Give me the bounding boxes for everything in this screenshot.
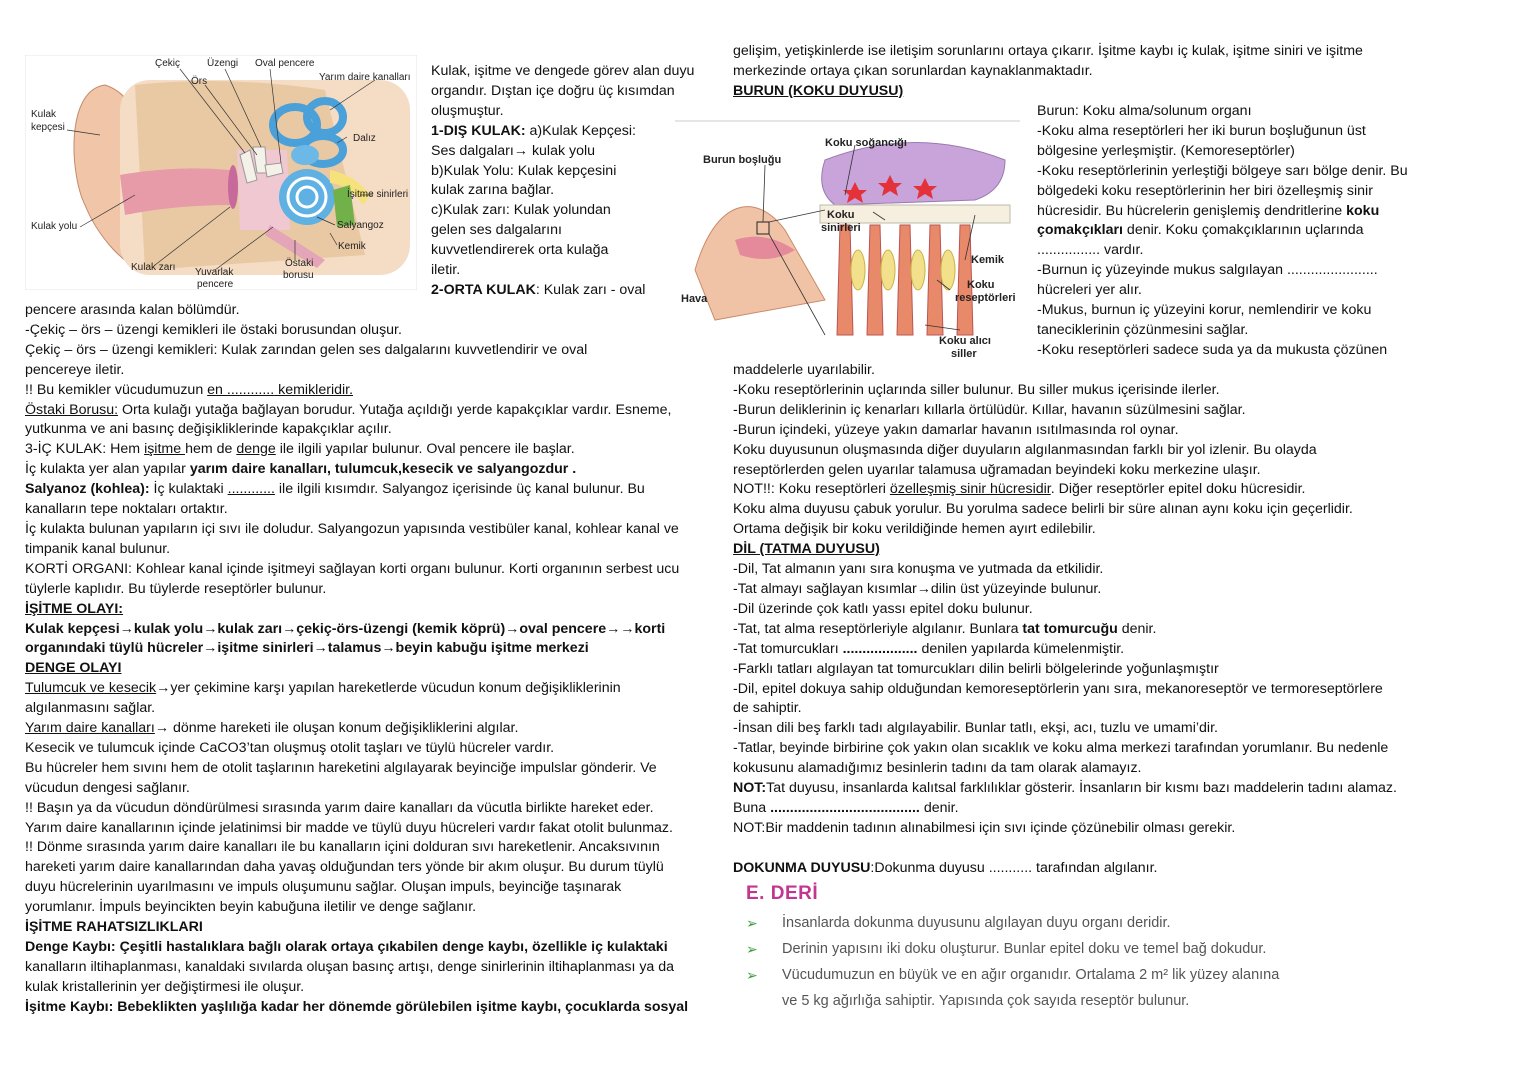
text-line: -Dil, epitel dokuya sahip olduğundan kemoreseptörlerin yanı sıra, mekanoreseptör ve termoreseptörlere [733, 680, 1383, 697]
text-span: denir. [1117, 620, 1157, 637]
text-line: Koku alma duyusu çabuk yorulur. Bu yorulma sadece belirli bir süre alınan aynı koku için geçerlidir. [733, 501, 1353, 518]
text-line: tüylerle kaplıdır. Bu tüylerde reseptörler bulunur. [25, 580, 327, 597]
text-line: taneciklerinin çözünmesini sağlar. [1037, 321, 1249, 338]
deri-item [746, 910, 1386, 936]
text-span: ile ilgili kısımdır. Salyangoz içerisinde üç kanal bulunur. Bu [274, 481, 645, 498]
ear-label-ors: Örs [191, 76, 208, 87]
text-span: -Tat tomurcukları [733, 640, 843, 657]
text-line: !! Başın ya da vücudun döndürülmesi sırasında yarım daire kanalları da vücutla birlikte hareket eder. [25, 799, 654, 816]
text-line: -Tat almayı sağlayan kısımlar→dilin üst yüzeyinde bulunur. [733, 580, 1102, 597]
nose-label-koku-resep-1: Koku [967, 279, 995, 291]
text-span: NOT!!: Koku reseptörleri [733, 481, 890, 498]
ear-diagram-svg [25, 55, 417, 290]
deri-item [746, 988, 1386, 1014]
spacer [733, 839, 1453, 859]
text-line: bölgedeki koku reseptörlerinin her biri özelleşmiş sinir [1037, 182, 1373, 199]
kulak-yolu-3: c)Kulak zarı: Kulak yolundan [431, 202, 611, 219]
text-line: reseptörlerden gelen uyarılar talamusa uğramadan beyindeki koku merkezine ulaşır. [733, 461, 1261, 478]
text-line [25, 401, 715, 421]
text-span: denir. Koku çomakçıklarının uçlarında [1122, 222, 1364, 239]
text-line [733, 620, 1453, 640]
text-span: tat tomurcuğu [1022, 620, 1118, 637]
text-line: Çekiç – örs – üzengi kemikleri: Kulak zarından gelen ses dalgalarını kuvvetlendirir ve oval [25, 341, 588, 358]
text-line [1037, 202, 1457, 222]
nose-label-burun-boslugu: Burun boşluğu [703, 154, 782, 166]
ear-label-ostaki-1: Östaki [285, 258, 314, 269]
ear-label-oval: Oval pencere [255, 58, 315, 69]
text-span: işitme [144, 441, 186, 458]
deri-item-text: Derinin yapısını iki doku oluşturur. Bunlar epitel doku ve temel bağ dokudur. [782, 940, 1267, 957]
right-column [733, 361, 1453, 879]
text-line: -Dil üzerinde çok katlı yassı epitel doku bulunur. [733, 600, 1033, 617]
text-line: KORTİ ORGANI: Kohlear kanal içinde işitmeyi sağlayan korti organı bulunur. Korti organının serbest ucu [25, 560, 680, 577]
ear-label-kemik: Kemik [338, 241, 366, 252]
text-line: -Farklı tatları algılayan tat tomurcukları dilin belirli bölgelerinde yoğunlaşmıştır [733, 660, 1219, 677]
text-line: bölgesine yerleşmiştir. (Kemoreseptörler) [1037, 142, 1295, 159]
ear-label-kulak-yolu: Kulak yolu [31, 221, 78, 232]
text-line [25, 440, 715, 460]
text-line: yutkunma ve ani basınç değişikliklerinde kapakçıklar açılır. [25, 421, 392, 438]
dis-kulak-line [431, 122, 731, 142]
ses-yolu-line: Ses dalgaları→ kulak yolu [431, 142, 596, 159]
right-top [733, 42, 1453, 102]
text-line: organındaki tüylü hücreler→işitme sinirleri→talamus→beyin kabuğu işitme merkezi [25, 640, 589, 657]
text-span: denge [236, 441, 276, 458]
text-line: merkezinde ortaya çıkan sorunlardan kaynaklanmaktadır. [733, 62, 1093, 79]
dis-kulak-a: a)Kulak Kepçesi: [525, 122, 636, 139]
kulak-yolu-1: b)Kulak Yolu: Kulak kepçesini [431, 162, 617, 179]
text-line [733, 640, 1453, 660]
burun-heading: BURUN (KOKU DUYUSU) [733, 82, 904, 99]
text-span: denir. [919, 799, 959, 816]
deri-item [746, 936, 1386, 962]
text-span: . Diğer reseptörler epitel doku hücresidir. [1050, 481, 1306, 498]
ear-label-yarim: Yarım daire kanalları [319, 72, 411, 83]
ostaki-heading: Östaki Borusu: [25, 401, 119, 418]
text-line: Ortama değişik bir koku verildiğinde hemen ayırt edilebilir. [733, 521, 1096, 538]
text-span: 3-İÇ KULAK: Hem [25, 441, 145, 458]
deri-item-text: ve 5 kg ağırlığa sahiptir. Yapısında çok sayıda reseptör bulunur. [782, 992, 1190, 1009]
kulak-yolu-5: kuvvetlendirerek orta kulağa [431, 242, 609, 259]
text-line: Denge Kaybı: Çeşitli hastalıklara bağlı olarak ortaya çıkabilen denge kaybı, özellikle iç kulaktaki [25, 939, 668, 955]
text-line: Yarım daire kanallarının içinde jelatinimsi bir madde ve tüylü duyu hücreleri vardır fakat otolit bulunmaz. [25, 819, 673, 836]
deri-item [746, 962, 1386, 988]
left-column [25, 301, 715, 1018]
text-line: hücreleri yer alır. [1037, 282, 1142, 299]
ear-label-kepce-2: kepçesi [31, 122, 65, 133]
text-span: →yer çekimine karşı yapılan hareketlerde vücudun konum değişikliklerinin [156, 680, 621, 697]
blank-en: en ............ [207, 381, 275, 398]
kulak-yolu-4: gelen ses dalgalarını [431, 222, 562, 239]
text-line: -Burun içindeki, yüzeye yakın damarlar havanın ısıtılmasında rol oynar. [733, 421, 1179, 438]
text-span: Yarım daire kanalları [25, 720, 155, 737]
text-span: yarım daire kanalları, tulumcuk,kesecik ve salyangozdur . [189, 461, 577, 478]
text-line: pencereye iletir. [25, 361, 125, 378]
intro-line-3: oluşmuştur. [431, 102, 504, 119]
deri-item-text: İnsanlarda dokunma duyusunu algılayan duyu organı deridir. [782, 914, 1171, 931]
text-span: Tulumcuk ve kesecik [25, 680, 157, 697]
ear-label-yuvarlak-2: pencere [197, 279, 234, 290]
text-line: İç kulakta bulunan yapıların içi sıvı ile doludur. Salyangozun yapısında vestibüler kanal, kohlear kanal ve [25, 520, 679, 537]
dokunma-heading: DOKUNMA DUYUSU [733, 859, 871, 876]
ear-label-cekic: Çekiç [155, 58, 181, 69]
nose-label-hava: Hava [681, 293, 708, 305]
text-line: hareketi yarım daire kanallarından daha yavaş olduğundan ters yönde bir akım oluşur. Bu durum tüylü [25, 859, 664, 876]
text-span: :Dokunma duyusu ........... tarafından algılanır. [870, 859, 1158, 876]
text-span: Orta kulağı yutağa bağlayan borudur. Yutağa açıldığı yerde kapakçıklar vardır. Esneme, [118, 401, 672, 418]
text-line: -Koku reseptörlerinin uçlarında siller bulunur. Bu siller mukus içerisinde ilerler. [733, 381, 1220, 398]
deri-title: E. DERİ [746, 883, 819, 904]
nose-label-koku-soganci: Koku soğancığı [825, 137, 907, 149]
text-line: -Koku reseptörlerinin yerleştiği bölgeye sarı bölge denir. Bu [1037, 162, 1408, 179]
text-line: ................ vardır. [1037, 242, 1144, 259]
arrow-icon: ➢ [746, 966, 758, 983]
text-line: -Burnun iç yüzeyinde mukus salgılayan ....................... [1037, 262, 1378, 279]
orta-kulak-text: : Kulak zarı - oval [535, 281, 646, 298]
text-span: özelleşmiş sinir hücresidir [889, 481, 1051, 498]
ear-label-salyangoz: Salyangoz [337, 220, 384, 231]
text-line: timpanik kanal bulunur. [25, 540, 171, 557]
text-line [25, 460, 715, 480]
ear-label-isitme-sinir: İşitme sinirleri [347, 189, 409, 200]
kulak-yolu-6: iletir. [431, 262, 461, 279]
text-line: -Tatlar, beyinde birbirine çok yakın olan sıcaklık ve koku alma merkezi tarafından yorumlanır. Bu nedenle [733, 740, 1389, 757]
text-span: İç kulakta yer alan yapılar [25, 461, 190, 478]
text-line: gelişim, yetişkinlerde ise iletişim sorunlarını ortaya çıkarır. İşitme kaybı iç kulak, işitme siniri ve işitme [733, 43, 1363, 59]
rahatsizliklar-heading: İŞİTME RAHATSIZLIKLARI [25, 919, 203, 936]
text-line: algılanmasını sağlar. [25, 700, 156, 717]
text-span: !! Bu kemikler vücudumuzun [25, 381, 208, 398]
text-line [733, 480, 1453, 500]
text-span: Tat duyusu, insanlarda kalıtsal farklılıklar gösterir. İnsanların bir kısmı bazı maddelerin tadını alamaz. [766, 780, 1397, 797]
text-line: vücudun dengesi sağlanır. [25, 779, 190, 796]
ear-label-kepce-1: Kulak [31, 109, 57, 120]
text-line: Bu hücreler hem sıvını hem de otolit taşlarının hareketini algılayarak beyinciğe impulslar gönderir. Ve [25, 759, 657, 776]
isitme-olayi-heading: İŞİTME OLAYI: [25, 600, 124, 617]
text-line: duyu hücrelerinin uyarılmasını ve impuls oluşumunu sağlar. Oluşan impuls, beyinciğe taşınarak [25, 879, 622, 896]
text-line: -İnsan dili beş farklı tadı algılayabilir. Bunlar tatlı, ekşi, acı, tuzlu ve umami’dir. [733, 720, 1218, 737]
nose-label-koku-sinir-1: Koku [827, 209, 855, 221]
text-line: Burun: Koku alma/solunum organı [1037, 103, 1252, 119]
text-span: hem de [185, 441, 237, 458]
text-line: kokusunu alamadığımız besinlerin tadını da tam olarak alamayız. [733, 760, 1142, 777]
text-line [733, 779, 1453, 799]
text-line: -Çekiç – örs – üzengi kemikleri ile östaki borusundan oluşur. [25, 321, 402, 338]
text-line: maddelerle uyarılabilir. [733, 362, 875, 378]
text-line [1037, 221, 1457, 241]
orta-kulak-heading: 2-ORTA KULAK [431, 281, 536, 298]
text-line [733, 799, 1453, 819]
deri-item-text: Vücudumuzun en büyük ve en ağır organıdır. Ortalama 2 m² lik yüzey alanına [782, 966, 1280, 983]
arrow-icon: ➢ [746, 914, 758, 931]
ear-label-kulak-zari: Kulak zarı [131, 262, 176, 273]
text-line: yorumlanır. İmpuls beyincikten beyin kabuğuna iletilir ve denge sağlanır. [25, 899, 477, 916]
intro-line-2: organdır. Dıştan içe doğru üç kısımdan [431, 82, 675, 99]
text-line: -Koku reseptörleri sadece suda ya da mukusta çözünen [1037, 341, 1388, 358]
ear-label-uzengi: Üzengi [207, 58, 239, 69]
text-line: kanalların iltihaplanması, kanaldaki sıvılarda oluşan basınç artışı, denge sinirlerinin iltihaplanması ya da [25, 958, 675, 975]
nose-label-alici-2: siller [951, 348, 977, 360]
ear-label-ostaki-2: borusu [283, 270, 314, 281]
text-span: Buna [733, 799, 771, 816]
arrow-icon: ➢ [746, 940, 758, 957]
text-span: -Tat, tat alma reseptörleriyle algılanır. Bunlara [733, 620, 1023, 637]
text-line: !! Dönme sırasında yarım daire kanalları ile bu kanalların içini dolduran sıvı hareketlenir. Ancaksıvının [25, 839, 660, 856]
intro-line-1: Kulak, işitme ve dengede görev alan duyu [431, 63, 695, 79]
orta-kulak-line [431, 281, 731, 301]
text-line: Koku duyusunun oluşmasında diğer duyuların algılanmasından farklı bir yol izlenir. Bu olayda [733, 441, 1317, 458]
text-line: -Mukus, burnun iç yüzeyini korur, nemlendirir ve koku [1037, 302, 1372, 319]
text-line [25, 480, 715, 500]
text-line: de sahiptir. [733, 700, 802, 717]
text-line: pencere arasında kalan bölümdür. [25, 302, 240, 318]
text-line: -Dil, Tat almanın yanı sıra konuşma ve yutmada da etkilidir. [733, 561, 1104, 578]
nose-label-alici-1: Koku alıcı [939, 335, 991, 347]
text-span: İç kulaktaki [149, 481, 228, 498]
text-line: NOT:Bir maddenin tadının alınabilmesi için sıvı içinde çözünebilir olması gerekir. [733, 819, 1236, 836]
ear-intro-text [431, 62, 731, 301]
text-line [25, 381, 715, 401]
text-span: ile ilgili yapılar bulunur. Oval pencere ile başlar. [275, 441, 575, 458]
text-span: koku [1346, 202, 1380, 219]
kulak-yolu-2: kulak zarına bağlar. [431, 182, 555, 199]
ear-label-yuvarlak-1: Yuvarlak [195, 267, 234, 278]
dil-heading: DİL (TATMA DUYUSU) [733, 541, 880, 558]
blank: ............ [227, 481, 275, 498]
text-line: kanalların tepe noktaları ortaktır. [25, 501, 228, 518]
nose-label-kemik: Kemik [971, 254, 1005, 266]
text-line: İşitme Kaybı: Bebeklikten yaşlılığa kadar her dönemde görülebilen işitme kaybı, çocuklarda sosyal [25, 998, 689, 1015]
text-line: -Burun deliklerinin iç kenarları kıllarla örtülüdür. Kıllar, havanın süzülmesini sağlar. [733, 401, 1246, 418]
text-line: Kesecik ve tulumcuk içinde CaCO3’tan oluşmuş otolit taşları ve tüylü hücreler vardır. [25, 739, 555, 756]
text-line [25, 679, 715, 699]
dis-kulak-heading: 1-DIŞ KULAK: [431, 122, 526, 139]
deri-section [746, 884, 1386, 1014]
denge-olayi-heading: DENGE OLAYI [25, 660, 122, 677]
blank: ...................................... [770, 799, 920, 816]
text-line: Kulak kepçesi→kulak yolu→kulak zarı→çekiç-örs-üzengi (kemik köprü)→oval pencere→→korti [25, 620, 666, 637]
text-span: kemikleridir. [274, 381, 354, 398]
salyangoz-heading: Salyanoz (kohlea): [25, 481, 150, 498]
text-line [733, 859, 1453, 879]
text-line: -Koku alma reseptörleri her iki burun boşluğunun üst [1037, 122, 1366, 139]
text-line: kulak kristallerinin yer değiştirmesi ile oluşur. [25, 978, 305, 995]
text-span: denilen yapılarda kümelenmiştir. [917, 640, 1125, 657]
ear-label-daliz: Dalız [353, 133, 376, 144]
burun-side-text [1037, 102, 1457, 361]
text-line [25, 719, 715, 739]
ear-diagram [25, 55, 417, 290]
text-span: hücresidir. Bu hücrelerin genişlemiş dendritlerine [1037, 202, 1347, 219]
nose-label-koku-resep-2: reseptörleri [955, 292, 1016, 304]
nose-label-koku-sinir-2: sinirleri [821, 222, 861, 234]
blank: ................... [842, 640, 918, 657]
text-span: çomakçıkları [1037, 222, 1123, 239]
text-span: NOT: [733, 780, 767, 797]
text-span: → dönme hareketi ile oluşan konum değişikliklerini algılar. [154, 720, 519, 737]
